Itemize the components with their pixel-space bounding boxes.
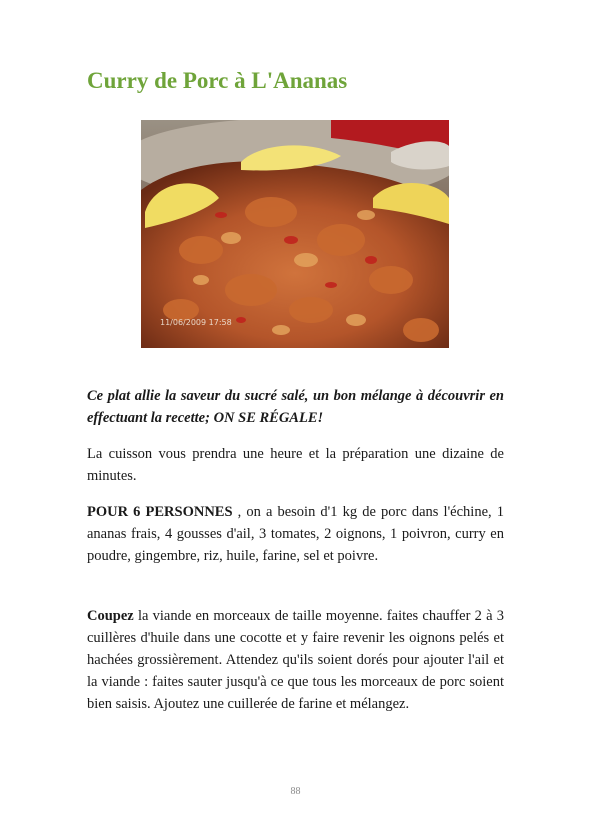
servings-label: POUR 6 PERSONNES bbox=[87, 504, 233, 520]
page-number: 88 bbox=[290, 786, 301, 797]
steps-text: la viande en morceaux de taille moyenne. faites chauffer 2 à 3 cuillères d'huile dans une cocotte et y faire revenir les oignons pelés et hachées grossièrement. Attendez qu'ils soient dorés pour ajouter l'ail et la viande : faites sauter jusqu'à ce que tous les morceaux de porc soient bien saisis. Ajoutez une cuillerée de farine et mélangez. bbox=[87, 608, 504, 712]
step-verb: Coupez bbox=[87, 608, 134, 624]
steps-paragraph bbox=[87, 605, 504, 715]
cooking-time-paragraph: La cuisson vous prendra une heure et la préparation une dizaine de minutes. bbox=[87, 446, 504, 484]
ingredients-text: , on a besoin d'1 kg de porc dans l'échine, 1 ananas frais, 4 gousses d'ail, 3 tomates, 2 oignons, 1 poivron, curry en poudre, gingembre, riz, huile, farine, sel et poivre. bbox=[87, 504, 504, 564]
intro-paragraph: Ce plat allie la saveur du sucré salé, un bon mélange à découvrir en effectuant la recette; ON SE RÉGALE! bbox=[87, 388, 504, 426]
recipe-photo bbox=[141, 120, 449, 348]
pork-curry-image bbox=[141, 120, 449, 348]
ingredients-paragraph bbox=[87, 501, 504, 567]
photo-date-stamp: 11/06/2009 17:58 bbox=[160, 318, 232, 327]
recipe-title: Curry de Porc à L'Ananas bbox=[87, 68, 348, 93]
